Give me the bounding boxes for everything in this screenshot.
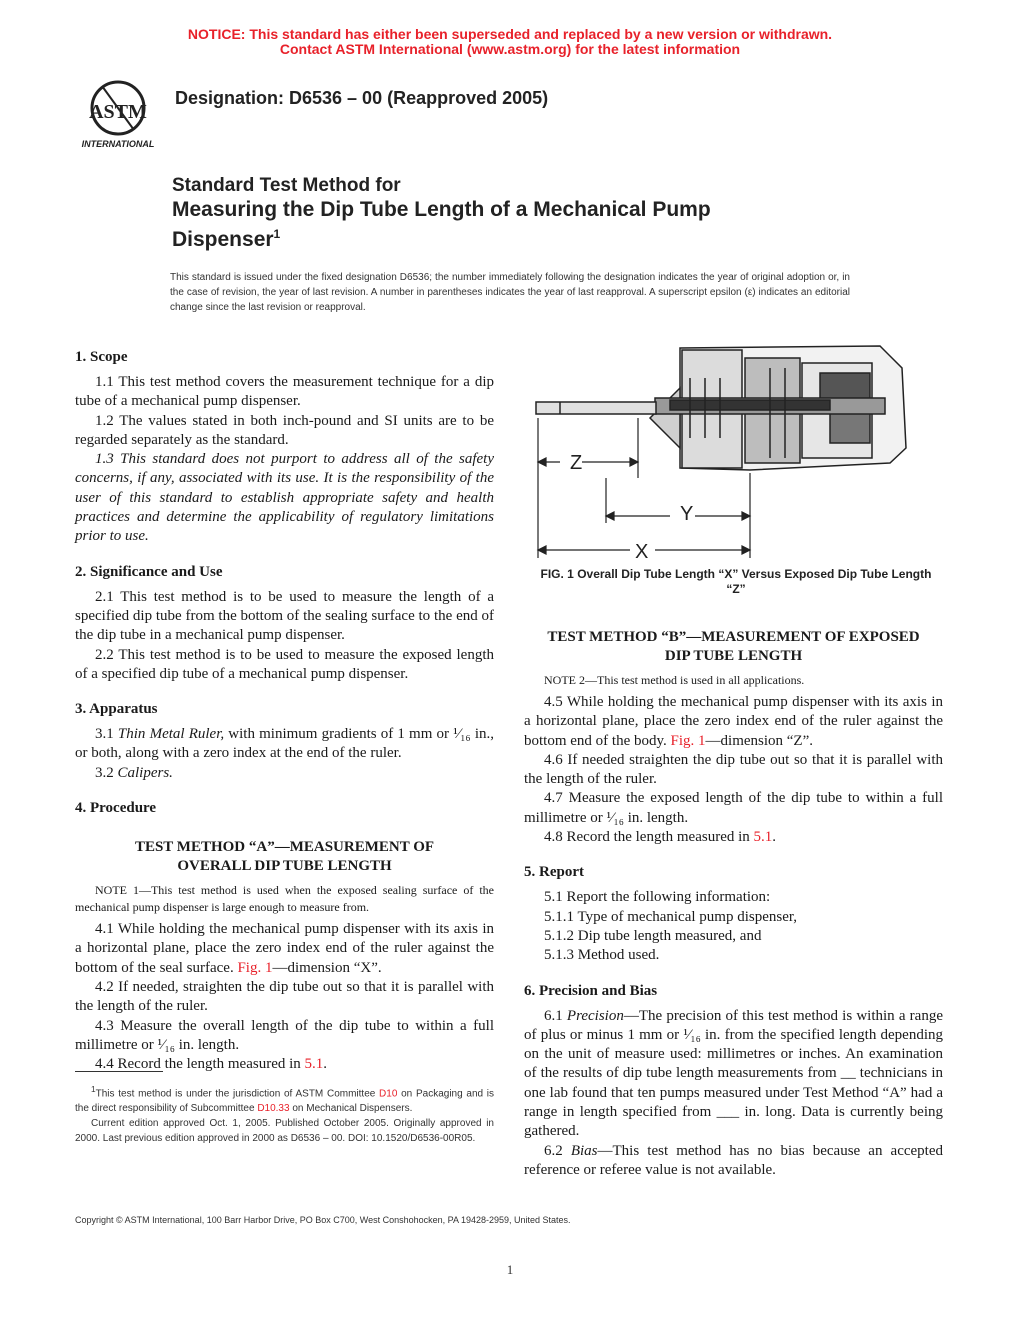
logo-subtitle: INTERNATIONAL	[81, 139, 155, 149]
para-5-1-3: 5.1.3 Method used.	[544, 947, 660, 964]
copyright: Copyright © ASTM International, 100 Barr Harbor Drive, PO Box C700, West Conshohocken, PA 19428-2959, United States.	[75, 1215, 571, 1225]
fig-1-link[interactable]: Fig. 1	[237, 959, 273, 976]
para-3-2: 3.2 Calipers.	[95, 764, 173, 781]
footnote-block	[75, 1082, 494, 1146]
document-title	[172, 174, 711, 252]
title-line-1: Standard Test Method for	[172, 175, 401, 196]
section-report-heading: 5. Report	[524, 864, 584, 881]
para-6-1: 6.1 Precision—The precision of this test method is within a range of plus or minus 1 mm or ¹⁄₁₆ in. from the specified length depending on the unit of measure used: millimetres or inches. An examination of the results of dip tube length measurements from __ technicians in one lab found that ten pumps measured under Test Method “A” had a range in length specified from ___ in. long. Data is currently being gathered.	[524, 1007, 943, 1140]
figure-1-diagram	[530, 338, 942, 560]
notice-line-1: NOTICE: This standard has either been superseded and replaced by a new version or withdrawn.	[187, 26, 833, 42]
para-5-1-1: 5.1.1 Type of mechanical pump dispenser,	[544, 908, 798, 925]
footnote-edition: Current edition approved Oct. 1, 2005. Published October 2005. Originally approved in 2000. Last previous edition approved in 2000 as D6536 – 00. DOI: 10.1520/D6536-00R05.	[75, 1118, 494, 1145]
section-precision-heading: 6. Precision and Bias	[524, 982, 658, 999]
para-4-8: 4.8 Record the length measured in 5.1.	[544, 829, 777, 846]
title-line-3: Dispenser$^1$	[172, 227, 281, 251]
title-footnote-mark: 1	[273, 227, 281, 241]
designation: Designation: D6536 – 00 (Reapproved 2005)	[175, 88, 549, 108]
section-procedure-heading: 4. Procedure	[75, 800, 157, 817]
section-scope-heading: 1. Scope	[75, 349, 128, 365]
para-1-2: 1.2 The values stated in both inch-pound and SI units are to be regarded separately as the standard.	[75, 412, 494, 448]
para-1-1: 1.1 This test method covers the measurement technique for a dip tube of a mechanical pump dispenser.	[75, 374, 494, 410]
issued-statement: This standard is issued under the fixed designation D6536; the number immediately following the designation indicates the year of original adoption or, in the case of revision, the year of last revision. A number in parentheses indicates the year of last reapproval. A superscript epsilon (ε) indicates an editorial change since the last revision or reapproval.	[170, 272, 850, 313]
note-1: NOTE 1—This test method is used when the exposed sealing surface of the mechanical pump dispenser is large enough to measure from.	[75, 883, 494, 915]
left-column	[75, 340, 494, 1074]
para-6-2: 6.2 Bias—This test method has no bias because an accepted reference or referee value is not available.	[524, 1142, 943, 1178]
para-4-5: 4.5 While holding the mechanical pump dispenser with its axis in a horizontal plane, place the zero index end of the ruler against the bottom end of the body. Fig. 1—dimension “Z”.	[524, 694, 943, 749]
para-5-1-2: 5.1.2 Dip tube length measured, and	[544, 927, 762, 944]
method-b-heading: TEST METHOD “B”—MEASUREMENT OF EXPOSED DIP TUBE LENGTH	[547, 629, 920, 664]
pump-dispenser-drawing	[536, 346, 906, 470]
footnote-rule	[75, 1071, 163, 1072]
dimension-y	[606, 473, 750, 523]
fig-1-link-b[interactable]: Fig. 1	[670, 732, 706, 749]
logo-wordmark: ASTM	[89, 101, 147, 123]
para-4-1: 4.1 While holding the mechanical pump dispenser with its axis in a horizontal plane, place the zero index end of the ruler against the bottom of the seal surface. Fig. 1—dimension “X”.	[75, 921, 494, 976]
section-apparatus-heading: 3. Apparatus	[75, 701, 158, 718]
title-line-2: Measuring the Dip Tube Length of a Mechanical Pump	[172, 198, 711, 221]
subcommittee-d10-33-link[interactable]: D10.33	[257, 1103, 290, 1115]
figure-1-caption: FIG. 1 Overall Dip Tube Length “X” Versus Exposed Dip Tube Length “Z”	[540, 567, 932, 596]
supersede-notice	[0, 27, 1020, 57]
right-column	[524, 622, 943, 1180]
astm-logo	[78, 78, 158, 150]
para-2-1: 2.1 This test method is to be used to measure the length of a specified dip tube from the bottom of the sealing surface to the end of the dip tube in a mechanical pump dispenser.	[75, 588, 494, 644]
label-y: Y	[680, 503, 694, 525]
para-2-2: 2.2 This test method is to be used to measure the exposed length of a specified dip tube of a mechanical pump dispenser.	[75, 646, 494, 682]
para-4-4: 4.4 Record the length measured in 5.1.	[95, 1056, 328, 1073]
label-x: X	[635, 541, 649, 560]
method-a-heading: TEST METHOD “A”—MEASUREMENT OF OVERALL DIP TUBE LENGTH	[134, 839, 435, 875]
notice-line-2: Contact ASTM International (www.astm.org) for the latest information	[279, 41, 741, 57]
para-1-3: 1.3 This standard does not purport to address all of the safety concerns, if any, associated with its use. It is the responsibility of the user of this standard to establish appropriate safety and health practices and determine the applicability of regulatory limitations prior to use.	[75, 451, 494, 545]
section-5-1-link-b[interactable]: 5.1	[753, 829, 773, 846]
para-4-6: 4.6 If needed straighten the dip tube out so that it is parallel with the length of the ruler.	[524, 751, 943, 788]
para-4-3: 4.3 Measure the overall length of the dip tube to within a full millimetre or ¹⁄₁₆ in. length.	[75, 1017, 494, 1053]
note-2: NOTE 2—This test method is used in all applications.	[544, 673, 805, 687]
para-3-1: 3.1 Thin Metal Ruler, with minimum gradients of 1 mm or ¹⁄₁₆ in., or both, along with a zero index at the end of the ruler.	[75, 726, 494, 762]
page-number: 1	[506, 1262, 514, 1277]
label-z: Z	[570, 452, 583, 474]
para-4-7: 4.7 Measure the exposed length of the dip tube to within a full millimetre or ¹⁄₁₆ in. length.	[524, 790, 943, 826]
footnote-1: $^1$This test method is under the jurisdiction of ASTM Committee D10 on Packaging and is the direct responsibility of Subcommittee D10.33 on Mechanical Dispensers.	[75, 1084, 495, 1115]
section-5-1-link[interactable]: 5.1	[304, 1056, 324, 1073]
committee-d10-link[interactable]: D10	[379, 1088, 398, 1100]
dimension-z	[538, 418, 638, 478]
para-4-2: 4.2 If needed, straighten the dip tube out so that it is parallel with the length of the ruler.	[75, 978, 494, 1015]
section-significance-heading: 2. Significance and Use	[75, 563, 223, 580]
para-5-1: 5.1 Report the following information:	[544, 889, 771, 906]
